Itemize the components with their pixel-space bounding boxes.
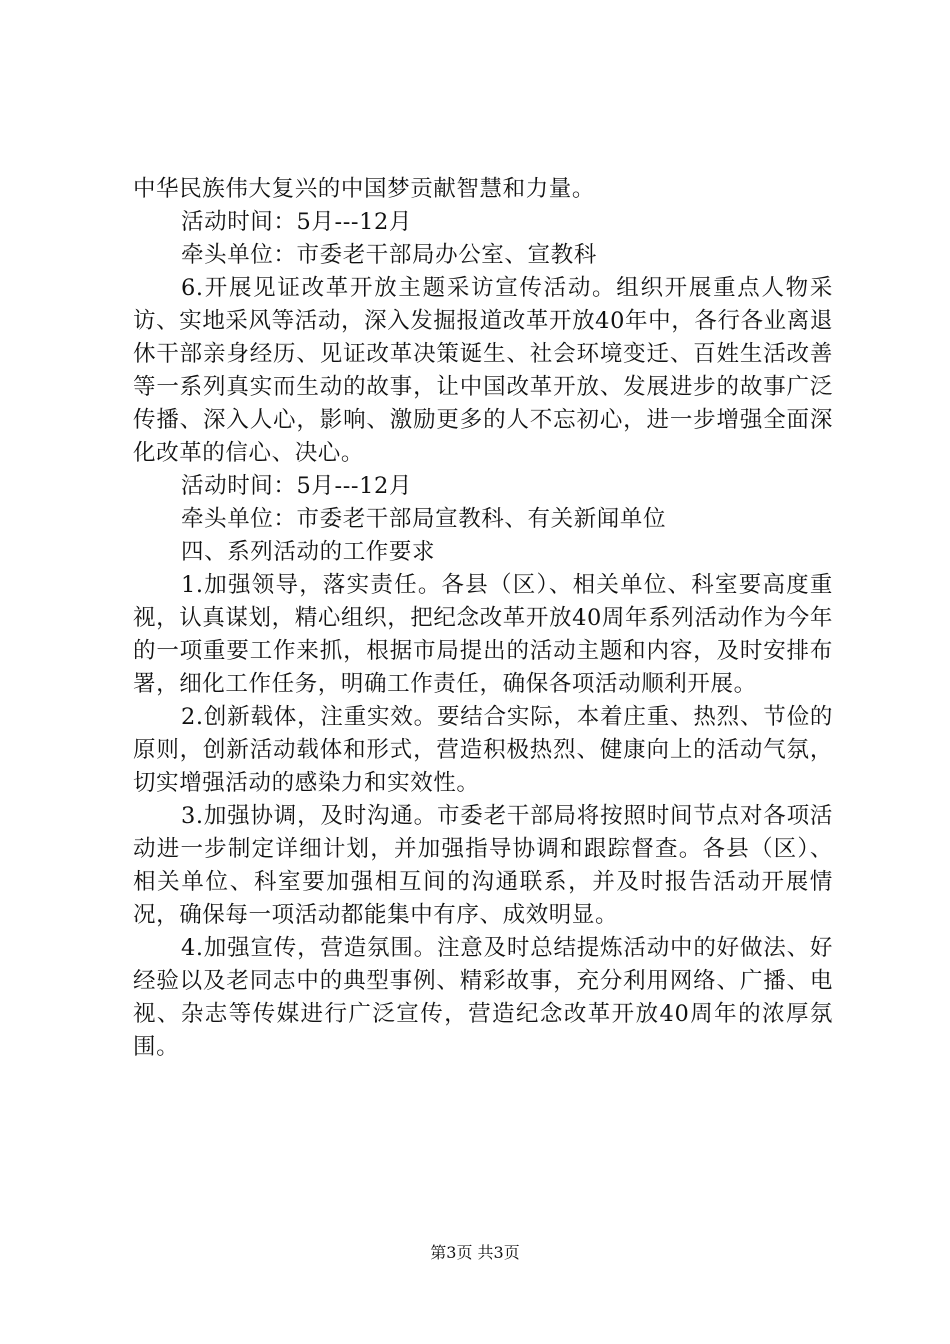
- paragraph-lead-unit: 牵头单位：市委老干部局办公室、宣教科: [181, 242, 597, 268]
- paragraph-lead-unit: 牵头单位：市委老干部局宣教科、有关新闻单位: [181, 506, 667, 532]
- section-heading-requirements: 四、系列活动的工作要求: [181, 539, 436, 565]
- page-footer: [0, 1243, 950, 1263]
- paragraph-requirement-4: 4.加强宣传，营造氛围。注意及时总结提炼活动中的好做法、好经验以及老同志中的典型事例、精彩故事，充分利用网络、广播、电视、杂志等传媒进行广泛宣传，营造纪念改革开放40周年的浓厚氛围。: [133, 935, 833, 1060]
- paragraph-requirement-1: 1.加强领导，落实责任。各县（区）、相关单位、科室要高度重视，认真谋划，精心组织，把纪念改革开放40周年系列活动作为今年的一项重要工作来抓，根据市局提出的活动主题和内容，及时安排布署，细化工作任务，明确工作责任，确保各项活动顺利开展。: [133, 572, 833, 697]
- paragraph-continuation: 中华民族伟大复兴的中国梦贡献智慧和力量。: [133, 176, 596, 202]
- paragraph-requirement-3: 3.加强协调，及时沟通。市委老干部局将按照时间节点对各项活动进一步制定详细计划，并加强指导协调和跟踪督查。各县（区）、相关单位、科室要加强相互间的沟通联系，并及时报告活动开展情况，确保每一项活动都能集中有序、成效明显。: [133, 803, 833, 928]
- paragraph-item-6: 6.开展见证改革开放主题采访宣传活动。组织开展重点人物采访、实地采风等活动，深入发掘报道改革开放40年中，各行各业离退休干部亲身经历、见证改革决策诞生、社会环境变迁、百姓生活改善等一系列真实而生动的故事，让中国改革开放、发展进步的故事广泛传播、深入人心，影响、激励更多的人不忘初心，进一步增强全面深化改革的信心、决心。: [133, 275, 833, 466]
- page-number: 第3页 共3页: [430, 1243, 520, 1262]
- paragraph-activity-time: 活动时间：5月---12月: [181, 473, 413, 499]
- paragraph-requirement-2: 2.创新载体，注重实效。要结合实际，本着庄重、热烈、节俭的原则，创新活动载体和形式，营造积极热烈、健康向上的活动气氛，切实增强活动的感染力和实效性。: [133, 704, 833, 796]
- document-body: [133, 173, 833, 1064]
- paragraph-activity-time: 活动时间：5月---12月: [181, 209, 413, 235]
